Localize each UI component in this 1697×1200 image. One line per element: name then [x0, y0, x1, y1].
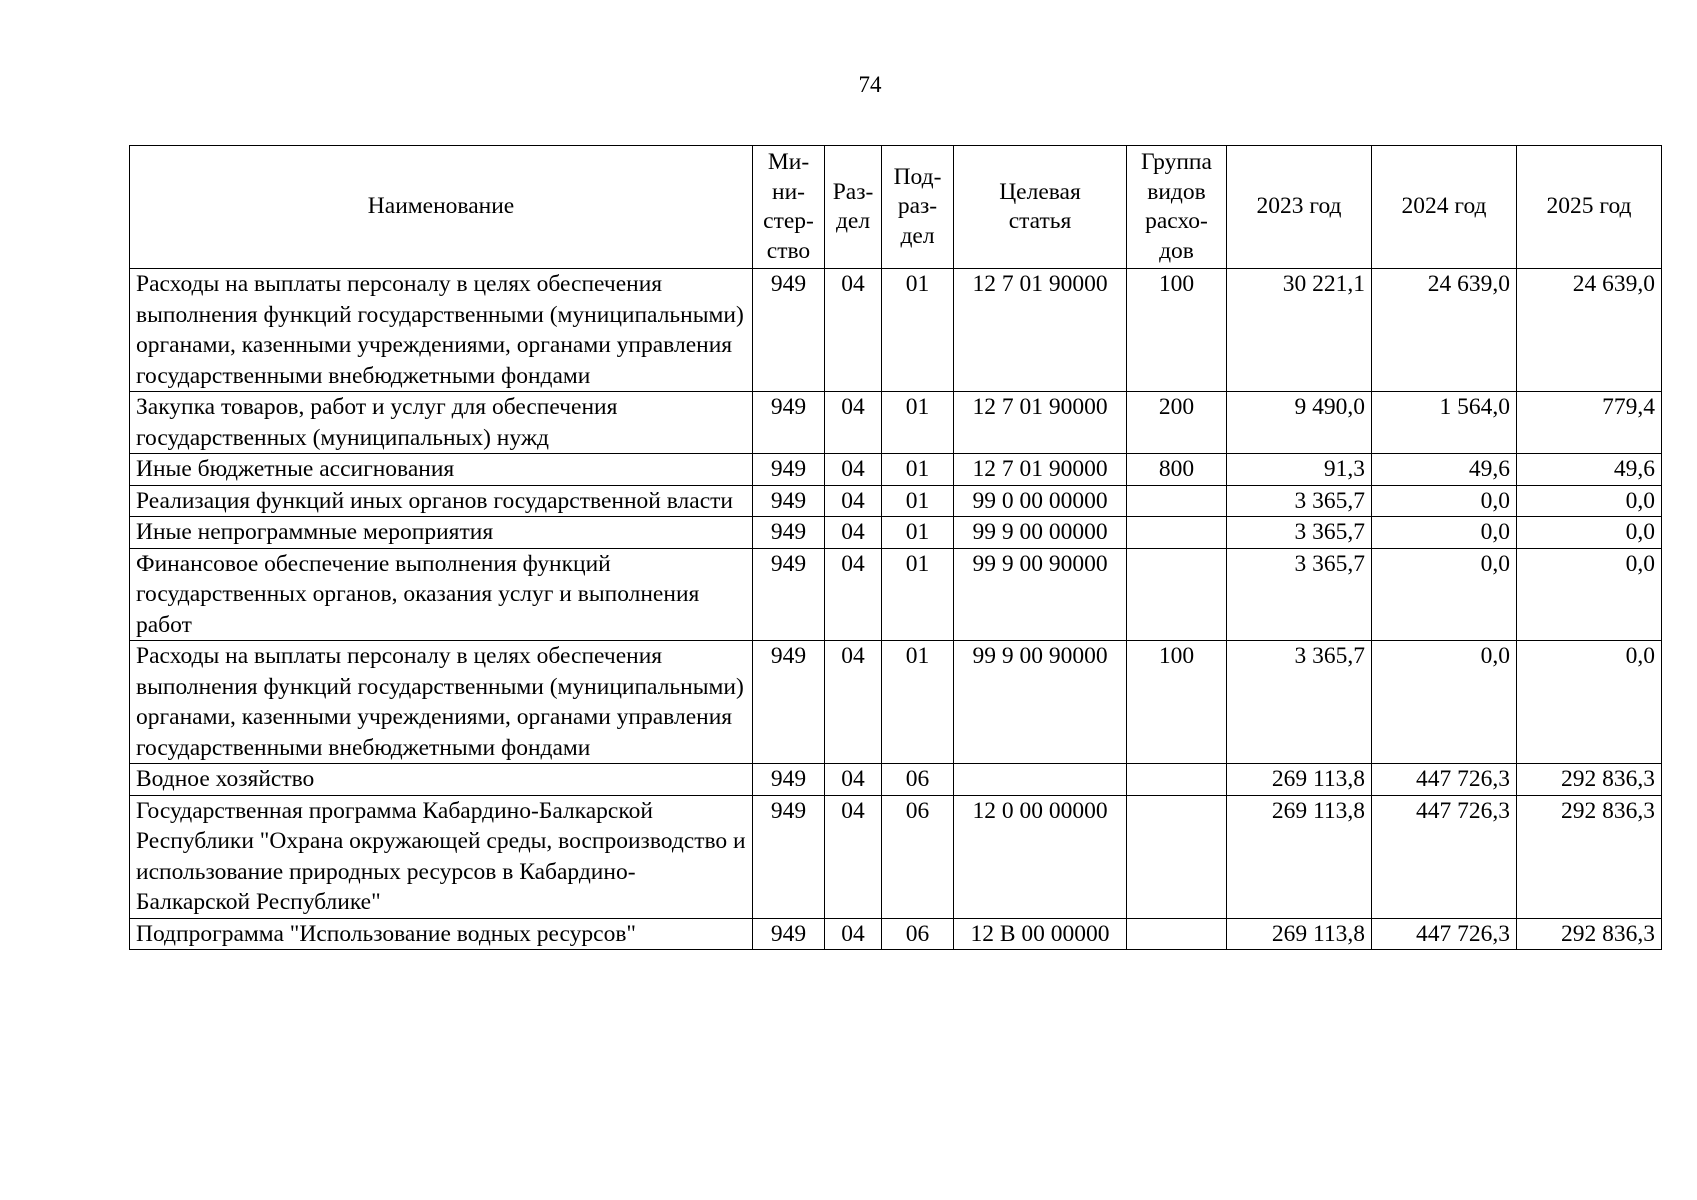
- cell-2023: 269 113,8: [1227, 764, 1372, 796]
- cell-2024: 0,0: [1372, 641, 1517, 764]
- cell-name: Государственная программа Кабардино-Балкарской Республики "Охрана окружающей среды, воспроизводство и использование природных ресурсов в Кабардино-Балкарской Республике": [130, 795, 753, 918]
- cell-ministry: 949: [753, 485, 825, 517]
- cell-2023: 3 365,7: [1227, 641, 1372, 764]
- cell-target-article: 99 9 00 90000: [954, 641, 1127, 764]
- cell-2023: 9 490,0: [1227, 392, 1372, 454]
- cell-2025: 0,0: [1517, 548, 1662, 641]
- cell-expense-group: 200: [1127, 392, 1227, 454]
- cell-ministry: 949: [753, 795, 825, 918]
- cell-expense-group: [1127, 485, 1227, 517]
- cell-expense-group: [1127, 795, 1227, 918]
- cell-name: Расходы на выплаты персоналу в целях обеспечения выполнения функций государственными (муниципальными) органами, казенными учреждениями, органами управления государственными внебюджетными фондами: [130, 641, 753, 764]
- cell-ministry: 949: [753, 918, 825, 950]
- cell-subsection: 01: [882, 392, 954, 454]
- budget-table: [129, 145, 1662, 950]
- cell-ministry: 949: [753, 454, 825, 486]
- table-row: [130, 269, 1662, 392]
- cell-2025: 292 836,3: [1517, 764, 1662, 796]
- cell-ministry: 949: [753, 269, 825, 392]
- cell-subsection: 01: [882, 517, 954, 549]
- cell-name: Подпрограмма "Использование водных ресурсов": [130, 918, 753, 950]
- cell-name: Иные непрограммные мероприятия: [130, 517, 753, 549]
- table-body: [130, 269, 1662, 950]
- cell-subsection: 01: [882, 548, 954, 641]
- cell-subsection: 01: [882, 269, 954, 392]
- cell-name: Иные бюджетные ассигнования: [130, 454, 753, 486]
- cell-expense-group: [1127, 764, 1227, 796]
- cell-2023: 91,3: [1227, 454, 1372, 486]
- cell-name: Водное хозяйство: [130, 764, 753, 796]
- cell-subsection: 06: [882, 795, 954, 918]
- cell-target-article: [954, 764, 1127, 796]
- header-2024: 2024 год: [1372, 146, 1517, 269]
- cell-section: 04: [825, 795, 882, 918]
- table-row: [130, 392, 1662, 454]
- table-row: [130, 517, 1662, 549]
- cell-subsection: 01: [882, 641, 954, 764]
- cell-2024: 447 726,3: [1372, 795, 1517, 918]
- table-row: [130, 548, 1662, 641]
- cell-section: 04: [825, 641, 882, 764]
- cell-target-article: 12 7 01 90000: [954, 392, 1127, 454]
- table-header-row: [130, 146, 1662, 269]
- page-number: 74: [858, 72, 882, 97]
- cell-subsection: 01: [882, 485, 954, 517]
- cell-section: 04: [825, 517, 882, 549]
- cell-2025: 0,0: [1517, 517, 1662, 549]
- cell-name: Расходы на выплаты персоналу в целях обеспечения выполнения функций государственными (муниципальными) органами, казенными учреждениями, органами управления государственными внебюджетными фондами: [130, 269, 753, 392]
- cell-2024: 0,0: [1372, 485, 1517, 517]
- cell-expense-group: 800: [1127, 454, 1227, 486]
- cell-section: 04: [825, 548, 882, 641]
- cell-ministry: 949: [753, 392, 825, 454]
- cell-2024: 447 726,3: [1372, 764, 1517, 796]
- cell-expense-group: [1127, 918, 1227, 950]
- cell-2025: 292 836,3: [1517, 795, 1662, 918]
- cell-section: 04: [825, 454, 882, 486]
- cell-2024: 0,0: [1372, 517, 1517, 549]
- header-2023: 2023 год: [1227, 146, 1372, 269]
- header-name: Наименование: [130, 146, 753, 269]
- cell-name: Финансовое обеспечение выполнения функций государственных органов, оказания услуг и выполнения работ: [130, 548, 753, 641]
- cell-target-article: 99 9 00 90000: [954, 548, 1127, 641]
- cell-2023: 3 365,7: [1227, 517, 1372, 549]
- table-row: [130, 795, 1662, 918]
- cell-2023: 3 365,7: [1227, 485, 1372, 517]
- cell-section: 04: [825, 269, 882, 392]
- cell-subsection: 06: [882, 764, 954, 796]
- cell-name: Закупка товаров, работ и услуг для обеспечения государственных (муниципальных) нужд: [130, 392, 753, 454]
- cell-2025: 49,6: [1517, 454, 1662, 486]
- cell-target-article: 12 7 01 90000: [954, 454, 1127, 486]
- cell-expense-group: 100: [1127, 269, 1227, 392]
- cell-name: Реализация функций иных органов государственной власти: [130, 485, 753, 517]
- header-target-article: Целевая статья: [954, 146, 1127, 269]
- cell-2025: 0,0: [1517, 485, 1662, 517]
- cell-2023: 269 113,8: [1227, 918, 1372, 950]
- cell-2025: 779,4: [1517, 392, 1662, 454]
- cell-target-article: 99 9 00 00000: [954, 517, 1127, 549]
- cell-2025: 292 836,3: [1517, 918, 1662, 950]
- cell-section: 04: [825, 485, 882, 517]
- header-expense-group: Группа видов расхо- дов: [1127, 146, 1227, 269]
- cell-2023: 269 113,8: [1227, 795, 1372, 918]
- header-2025: 2025 год: [1517, 146, 1662, 269]
- cell-2024: 24 639,0: [1372, 269, 1517, 392]
- header-section: Раз- дел: [825, 146, 882, 269]
- header-subsection: Под- раз- дел: [882, 146, 954, 269]
- cell-target-article: 99 0 00 00000: [954, 485, 1127, 517]
- cell-ministry: 949: [753, 517, 825, 549]
- table-row: [130, 454, 1662, 486]
- cell-2024: 0,0: [1372, 548, 1517, 641]
- cell-2024: 447 726,3: [1372, 918, 1517, 950]
- cell-subsection: 01: [882, 454, 954, 486]
- cell-section: 04: [825, 918, 882, 950]
- table-row: [130, 764, 1662, 796]
- cell-section: 04: [825, 764, 882, 796]
- table-row: [130, 918, 1662, 950]
- cell-ministry: 949: [753, 641, 825, 764]
- cell-target-article: 12 7 01 90000: [954, 269, 1127, 392]
- table-row: [130, 485, 1662, 517]
- cell-expense-group: 100: [1127, 641, 1227, 764]
- cell-target-article: 12 0 00 00000: [954, 795, 1127, 918]
- cell-2024: 1 564,0: [1372, 392, 1517, 454]
- cell-expense-group: [1127, 517, 1227, 549]
- cell-section: 04: [825, 392, 882, 454]
- table-row: [130, 641, 1662, 764]
- cell-subsection: 06: [882, 918, 954, 950]
- cell-ministry: 949: [753, 764, 825, 796]
- cell-2025: 0,0: [1517, 641, 1662, 764]
- cell-ministry: 949: [753, 548, 825, 641]
- cell-2023: 30 221,1: [1227, 269, 1372, 392]
- header-ministry: Ми- ни- стер- ство: [753, 146, 825, 269]
- cell-2025: 24 639,0: [1517, 269, 1662, 392]
- cell-target-article: 12 В 00 00000: [954, 918, 1127, 950]
- cell-2024: 49,6: [1372, 454, 1517, 486]
- cell-expense-group: [1127, 548, 1227, 641]
- cell-2023: 3 365,7: [1227, 548, 1372, 641]
